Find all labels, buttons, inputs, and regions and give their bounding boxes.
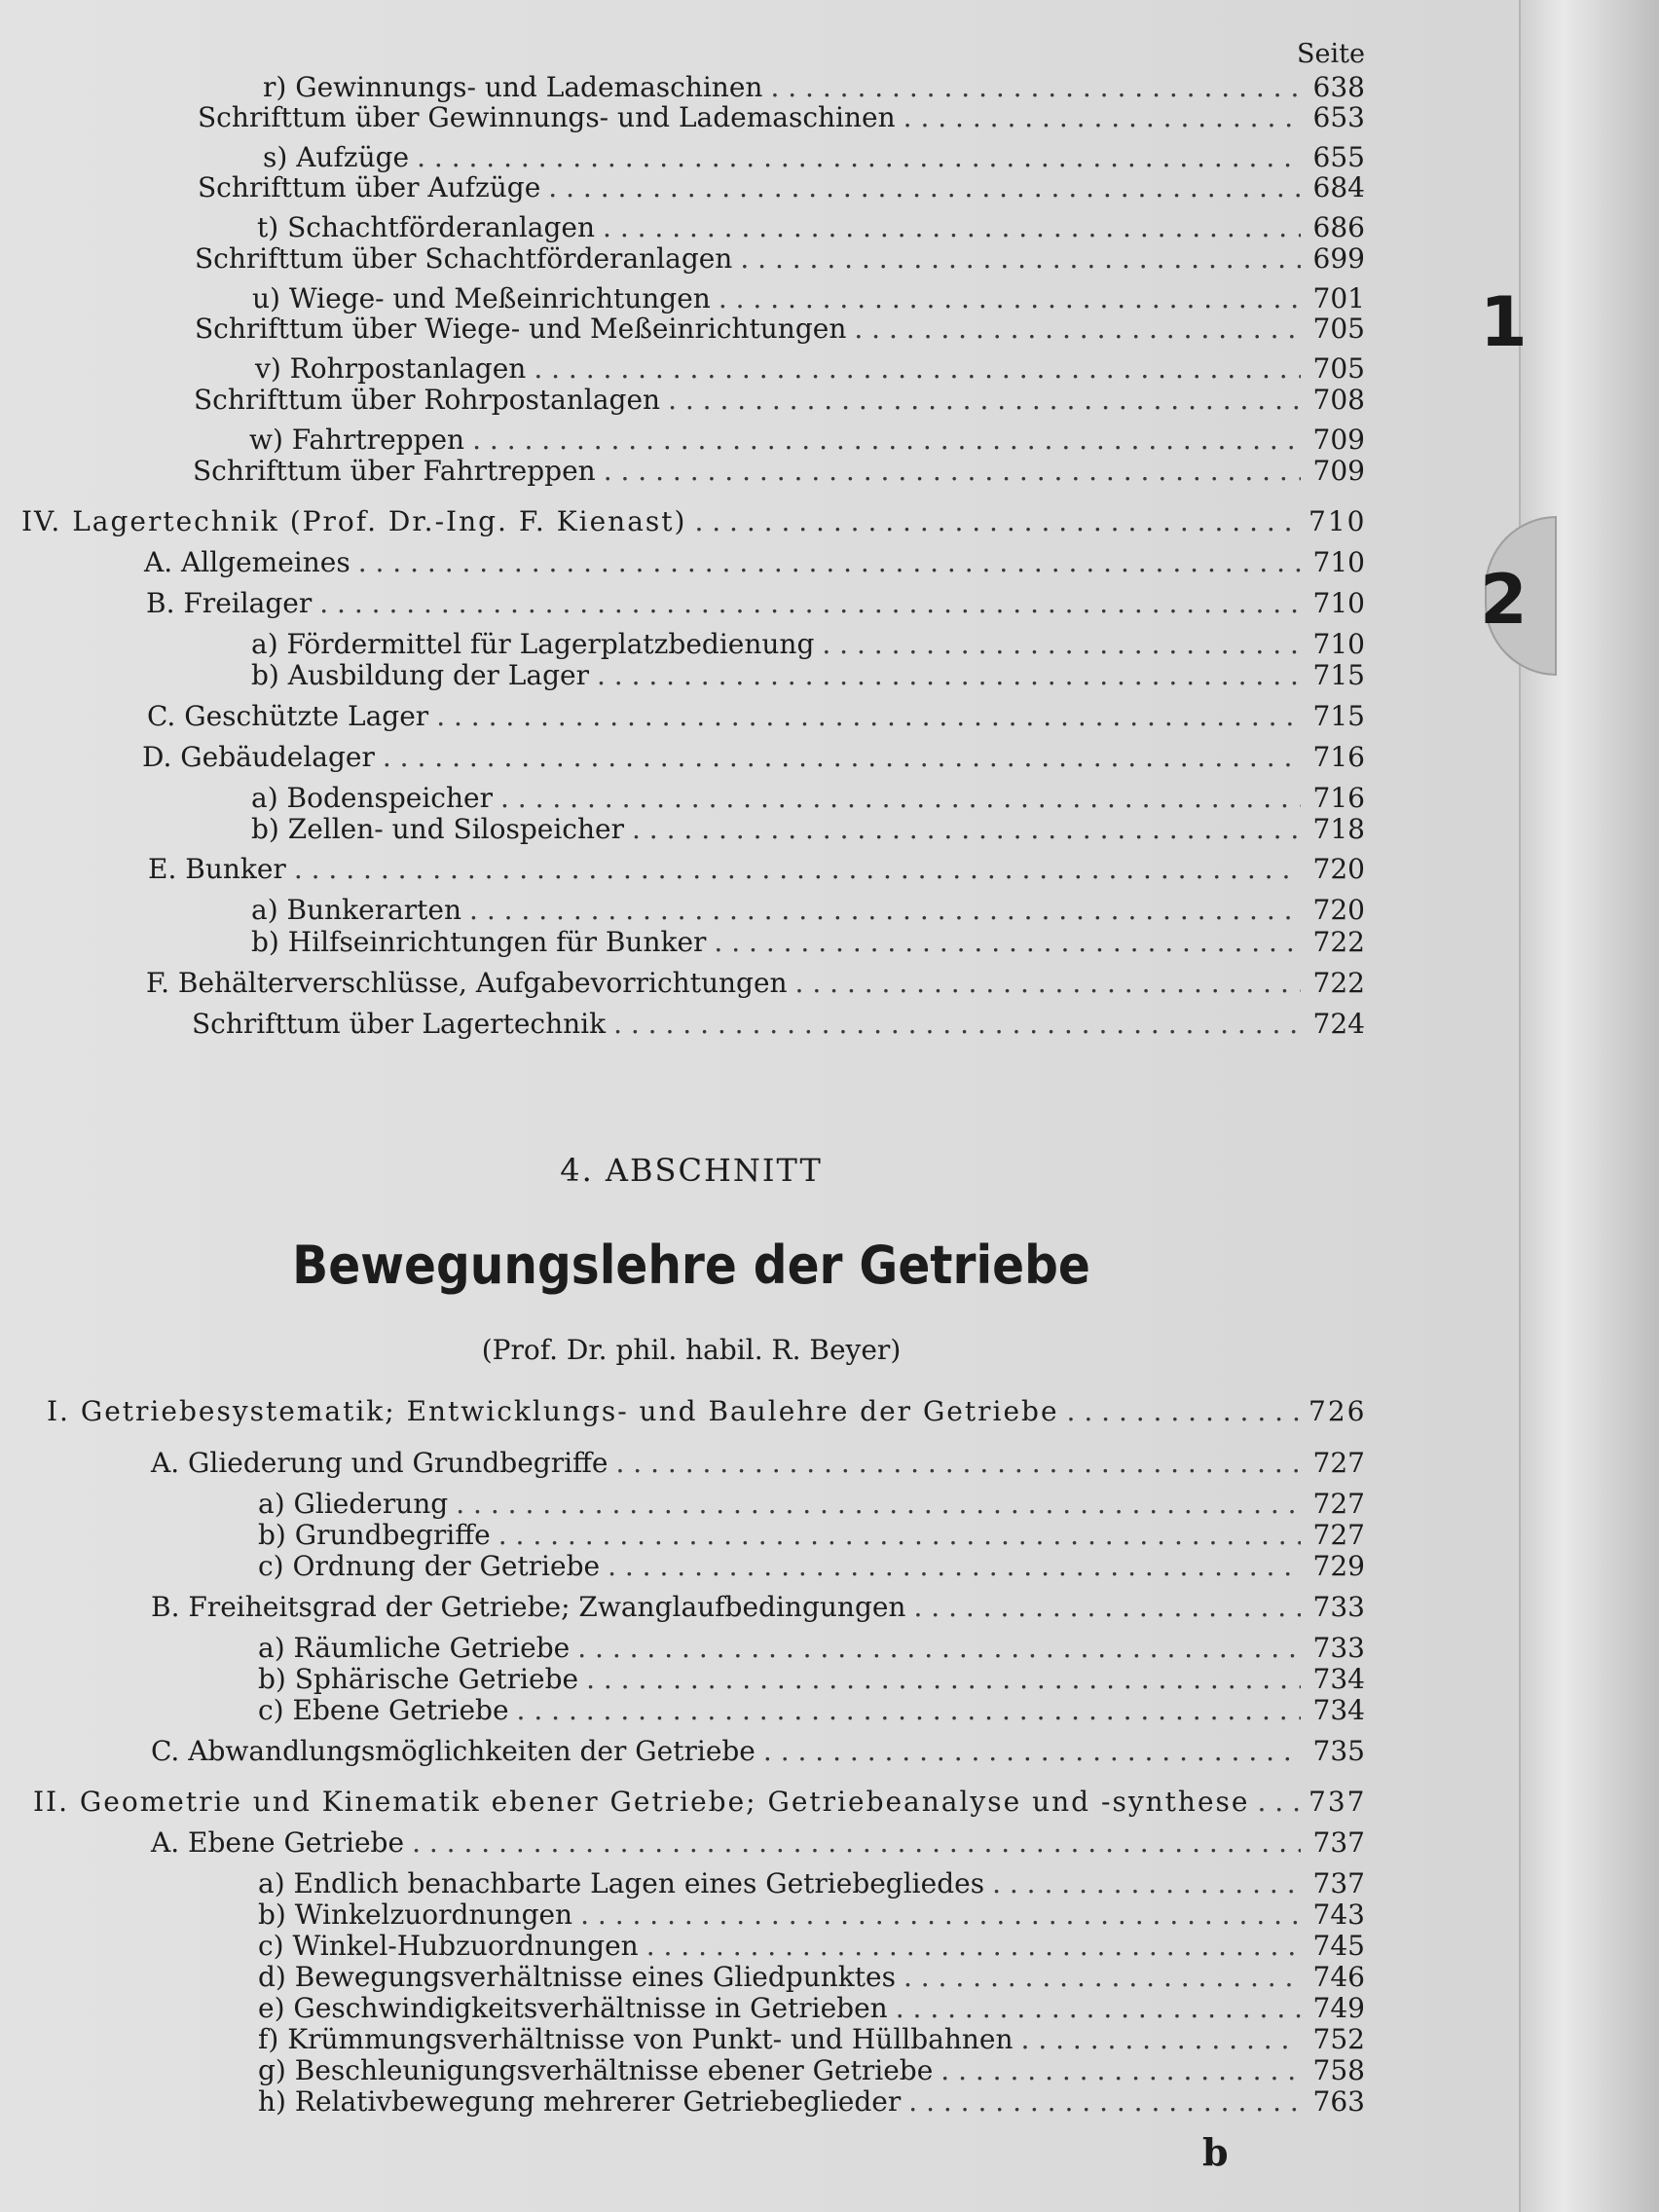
toc-entry-page: 655 bbox=[1312, 141, 1365, 173]
toc-entry-page: 734 bbox=[1312, 1694, 1365, 1726]
toc-entry-label: s) Aufzüge bbox=[263, 141, 410, 173]
toc-entry bbox=[249, 424, 1365, 457]
toc-entry-page: 705 bbox=[1312, 352, 1365, 385]
toc-entry-label: II. Geometrie und Kinematik ebener Getriebe; Getriebeanalyse und -synthese bbox=[33, 1786, 1250, 1818]
toc-entry bbox=[258, 2054, 1365, 2087]
leader-dots bbox=[1021, 2023, 1301, 2056]
toc-entry-label: B. Freiheitsgrad der Getriebe; Zwanglaufbedingungen bbox=[151, 1591, 906, 1623]
toc-entry bbox=[258, 1961, 1365, 1994]
toc-entry bbox=[251, 659, 1365, 692]
toc-entry-page: 733 bbox=[1312, 1591, 1365, 1623]
toc-entry bbox=[258, 1899, 1365, 1932]
toc-entry bbox=[252, 282, 1365, 315]
toc-entry bbox=[192, 1008, 1365, 1041]
leader-dots bbox=[608, 1550, 1301, 1583]
toc-entry bbox=[144, 546, 1365, 579]
toc-entry-label: v) Rohrpostanlagen bbox=[255, 352, 527, 385]
toc-entry bbox=[195, 242, 1365, 276]
leader-dots bbox=[580, 1899, 1301, 1932]
section-author: (Prof. Dr. phil. habil. R. Beyer) bbox=[481, 1334, 902, 1366]
toc-entry-page: 715 bbox=[1312, 700, 1365, 732]
leader-dots bbox=[646, 1930, 1301, 1963]
toc-entry-label: A. Gliederung und Grundbegriffe bbox=[151, 1447, 608, 1479]
leader-dots bbox=[719, 282, 1301, 315]
toc-entry bbox=[258, 1930, 1365, 1963]
toc-entry-page: 699 bbox=[1312, 242, 1365, 275]
leader-dots bbox=[668, 384, 1301, 417]
leader-dots bbox=[763, 1735, 1301, 1768]
toc-entry-page: 749 bbox=[1312, 1992, 1365, 2024]
leader-dots bbox=[294, 853, 1301, 886]
toc-entry bbox=[148, 853, 1365, 886]
toc-chapter bbox=[21, 505, 1365, 538]
toc-entry-label: Schrifttum über Rohrpostanlagen bbox=[194, 384, 661, 416]
leader-dots bbox=[1067, 1395, 1301, 1428]
toc-entry-page: 722 bbox=[1312, 926, 1365, 958]
toc-entry-label: a) Bodenspeicher bbox=[251, 782, 493, 814]
toc-entry-label: a) Fördermittel für Lagerplatzbedienung bbox=[251, 628, 815, 660]
toc-entry-label: Schrifttum über Schachtförderanlagen bbox=[195, 242, 733, 275]
leader-dots bbox=[616, 1447, 1302, 1480]
leader-dots bbox=[412, 1826, 1301, 1860]
toc-entry bbox=[263, 71, 1365, 104]
toc-entry-label: a) Räumliche Getriebe bbox=[258, 1632, 571, 1664]
toc-entry-page: 709 bbox=[1312, 455, 1365, 487]
toc-entry-page: 710 bbox=[1309, 505, 1367, 537]
leader-dots bbox=[383, 741, 1301, 774]
leader-dots bbox=[694, 505, 1301, 538]
page-edge bbox=[1519, 0, 1659, 2212]
toc-entry bbox=[251, 926, 1365, 959]
toc-entry-label: c) Ebene Getriebe bbox=[258, 1694, 509, 1726]
toc-entry bbox=[198, 101, 1365, 134]
toc-entry-label: b) Winkelzuordnungen bbox=[258, 1899, 573, 1931]
toc-entry-page: 720 bbox=[1312, 853, 1365, 885]
toc-entry bbox=[258, 1519, 1365, 1552]
toc-entry-label: Schrifttum über Fahrtreppen bbox=[193, 455, 596, 487]
toc-entry-label: a) Bunkerarten bbox=[251, 894, 462, 926]
toc-entry bbox=[258, 1867, 1365, 1900]
leader-dots bbox=[940, 2054, 1301, 2087]
leader-dots bbox=[472, 424, 1301, 457]
toc-entry bbox=[251, 894, 1365, 927]
toc-entry-label: A. Ebene Getriebe bbox=[151, 1826, 405, 1859]
toc-entry-page: 710 bbox=[1312, 546, 1365, 578]
toc-entry bbox=[151, 1591, 1365, 1624]
toc-entry-page: 718 bbox=[1312, 813, 1365, 845]
page-column-header: Seite bbox=[1297, 39, 1365, 69]
toc-entry-label: F. Behälterverschlüsse, Aufgabevorrichtungen bbox=[146, 967, 788, 999]
leader-dots bbox=[517, 1694, 1301, 1727]
toc-entry-label: g) Beschleunigungsverhältnisse ebener Getriebe bbox=[258, 2054, 934, 2086]
leader-dots bbox=[586, 1663, 1301, 1696]
toc-entry-label: Schrifttum über Lagertechnik bbox=[192, 1008, 607, 1040]
leader-dots bbox=[896, 1992, 1301, 2025]
toc-entry bbox=[151, 1735, 1365, 1768]
toc-entry-label: u) Wiege- und Meßeinrichtungen bbox=[252, 282, 711, 314]
toc-entry-page: 720 bbox=[1312, 894, 1365, 926]
toc-entry-page: 653 bbox=[1312, 101, 1365, 133]
toc-entry-page: 752 bbox=[1312, 2023, 1365, 2055]
toc-entry bbox=[258, 1992, 1365, 2025]
toc-entry-label: C. Abwandlungsmöglichkeiten der Getriebe bbox=[151, 1735, 756, 1767]
toc-entry bbox=[146, 587, 1365, 620]
toc-entry bbox=[193, 455, 1365, 488]
toc-entry bbox=[257, 211, 1365, 244]
leader-dots bbox=[603, 211, 1301, 244]
toc-entry-label: Schrifttum über Gewinnungs- und Lademaschinen bbox=[198, 101, 896, 133]
toc-entry-page: 686 bbox=[1312, 211, 1365, 243]
leader-dots bbox=[908, 2085, 1301, 2119]
toc-entry-page: 705 bbox=[1312, 313, 1365, 345]
leader-dots bbox=[319, 587, 1301, 620]
toc-entry-label: a) Endlich benachbarte Lagen eines Getriebegliedes bbox=[258, 1867, 985, 1899]
toc-entry bbox=[146, 967, 1365, 1000]
leader-dots bbox=[913, 1591, 1301, 1624]
toc-entry bbox=[258, 1632, 1365, 1665]
toc-entry-page: 734 bbox=[1312, 1663, 1365, 1695]
leader-dots bbox=[604, 455, 1301, 488]
toc-entry-page: 743 bbox=[1312, 1899, 1365, 1931]
toc-entry-page: 724 bbox=[1312, 1008, 1365, 1040]
toc-entry bbox=[255, 352, 1365, 386]
toc-entry-label: c) Ordnung der Getriebe bbox=[258, 1550, 601, 1582]
thumb-index-tab-1: 1 bbox=[1480, 282, 1528, 362]
toc-entry-page: 716 bbox=[1312, 741, 1365, 773]
toc-entry bbox=[258, 1694, 1365, 1727]
toc-entry-label: C. Geschützte Lager bbox=[147, 700, 429, 732]
toc-entry-label: Schrifttum über Aufzüge bbox=[198, 171, 541, 203]
toc-entry-page: 758 bbox=[1312, 2054, 1365, 2086]
leader-dots bbox=[597, 659, 1301, 692]
toc-entry bbox=[258, 1488, 1365, 1521]
toc-entry-page: 727 bbox=[1312, 1447, 1365, 1479]
toc-chapter bbox=[47, 1395, 1365, 1428]
leader-dots bbox=[500, 782, 1301, 815]
toc-entry-label: d) Bewegungsverhältnisse eines Gliedpunktes bbox=[258, 1961, 896, 1993]
leader-dots bbox=[417, 141, 1301, 174]
toc-entry-label: b) Hilfseinrichtungen für Bunker bbox=[251, 926, 707, 958]
toc-entry-label: t) Schachtförderanlagen bbox=[257, 211, 596, 243]
toc-entry-label: D. Gebäudelager bbox=[142, 741, 375, 773]
toc-entry-label: b) Zellen- und Silospeicher bbox=[251, 813, 624, 845]
toc-entry bbox=[258, 1663, 1365, 1696]
thumb-index-tab-2: 2 bbox=[1480, 560, 1528, 640]
leader-dots bbox=[577, 1632, 1301, 1665]
toc-entry-label: b) Grundbegriffe bbox=[258, 1519, 491, 1551]
leader-dots bbox=[498, 1519, 1301, 1552]
toc-entry-label: f) Krümmungsverhältnisse von Punkt- und Hüllbahnen bbox=[258, 2023, 1014, 2055]
toc-entry bbox=[258, 2085, 1365, 2119]
toc-entry bbox=[258, 2023, 1365, 2056]
section-number: 4. ABSCHNITT bbox=[560, 1152, 823, 1189]
leader-dots bbox=[770, 71, 1301, 104]
toc-entry bbox=[151, 1826, 1365, 1860]
leader-dots bbox=[1257, 1786, 1301, 1819]
leader-dots bbox=[714, 926, 1301, 959]
leader-dots bbox=[548, 171, 1301, 204]
toc-entry-page: 737 bbox=[1312, 1867, 1365, 1899]
toc-entry bbox=[151, 1447, 1365, 1480]
toc-entry-page: 684 bbox=[1312, 171, 1365, 203]
leader-dots bbox=[436, 700, 1301, 733]
toc-entry-label: a) Gliederung bbox=[258, 1488, 449, 1520]
toc-entry-page: 727 bbox=[1312, 1519, 1365, 1551]
leader-dots bbox=[854, 313, 1301, 346]
toc-entry bbox=[251, 782, 1365, 815]
signature-mark: b bbox=[1202, 2130, 1229, 2174]
toc-entry-label: r) Gewinnungs- und Lademaschinen bbox=[263, 71, 763, 103]
toc-entry-page: 722 bbox=[1312, 967, 1365, 999]
toc-entry bbox=[251, 628, 1365, 661]
toc-entry-label: I. Getriebesystematik; Entwicklungs- und Baulehre der Getriebe bbox=[47, 1395, 1059, 1427]
toc-entry-page: 737 bbox=[1312, 1826, 1365, 1859]
toc-entry-page: 701 bbox=[1312, 282, 1365, 314]
toc-entry-page: 745 bbox=[1312, 1930, 1365, 1962]
toc-entry bbox=[263, 141, 1365, 174]
leader-dots bbox=[740, 242, 1301, 276]
toc-entry-page: 735 bbox=[1312, 1735, 1365, 1767]
toc-entry bbox=[194, 384, 1365, 417]
leader-dots bbox=[822, 628, 1301, 661]
toc-entry-page: 710 bbox=[1312, 628, 1365, 660]
toc-entry bbox=[147, 700, 1365, 733]
toc-entry-label: E. Bunker bbox=[148, 853, 286, 885]
toc-entry-label: e) Geschwindigkeitsverhältnisse in Getrieben bbox=[258, 1992, 888, 2024]
section-title: Bewegungslehre der Getriebe bbox=[292, 1235, 1090, 1296]
toc-entry-page: 726 bbox=[1309, 1395, 1367, 1427]
toc-entry-page: 709 bbox=[1312, 424, 1365, 456]
toc-entry-page: 763 bbox=[1312, 2085, 1365, 2118]
leader-dots bbox=[613, 1008, 1301, 1041]
toc-entry-label: B. Freilager bbox=[146, 587, 313, 619]
toc-entry-page: 727 bbox=[1312, 1488, 1365, 1520]
leader-dots bbox=[469, 894, 1301, 927]
leader-dots bbox=[992, 1867, 1301, 1900]
toc-entry-page: 733 bbox=[1312, 1632, 1365, 1664]
toc-entry bbox=[251, 813, 1365, 846]
toc-entry bbox=[198, 171, 1365, 204]
toc-chapter bbox=[33, 1786, 1365, 1819]
leader-dots bbox=[795, 967, 1301, 1000]
leader-dots bbox=[632, 813, 1301, 846]
toc-entry-label: c) Winkel-Hubzuordnungen bbox=[258, 1930, 639, 1962]
toc-entry-label: h) Relativbewegung mehrerer Getriebeglieder bbox=[258, 2085, 902, 2118]
toc-entry bbox=[142, 741, 1365, 774]
leader-dots bbox=[903, 1961, 1301, 1994]
toc-entry-label: A. Allgemeines bbox=[144, 546, 350, 578]
leader-dots bbox=[534, 352, 1301, 386]
toc-entry-page: 716 bbox=[1312, 782, 1365, 814]
leader-dots bbox=[358, 546, 1301, 579]
toc-entry-label: w) Fahrtreppen bbox=[249, 424, 465, 456]
toc-entry-label: b) Sphärische Getriebe bbox=[258, 1663, 579, 1695]
leader-dots bbox=[456, 1488, 1301, 1521]
toc-entry-page: 746 bbox=[1312, 1961, 1365, 1993]
toc-entry-label: Schrifttum über Wiege- und Meßeinrichtungen bbox=[195, 313, 847, 345]
toc-entry-page: 638 bbox=[1312, 71, 1365, 103]
leader-dots bbox=[903, 101, 1301, 134]
toc-entry-page: 737 bbox=[1309, 1786, 1367, 1818]
toc-entry-label: b) Ausbildung der Lager bbox=[251, 659, 589, 691]
toc-entry-page: 729 bbox=[1312, 1550, 1365, 1582]
toc-entry bbox=[195, 313, 1365, 346]
toc-entry-page: 710 bbox=[1312, 587, 1365, 619]
toc-entry bbox=[258, 1550, 1365, 1583]
toc-entry-page: 715 bbox=[1312, 659, 1365, 691]
toc-entry-label: IV. Lagertechnik (Prof. Dr.-Ing. F. Kienast) bbox=[21, 505, 687, 537]
toc-entry-page: 708 bbox=[1312, 384, 1365, 416]
